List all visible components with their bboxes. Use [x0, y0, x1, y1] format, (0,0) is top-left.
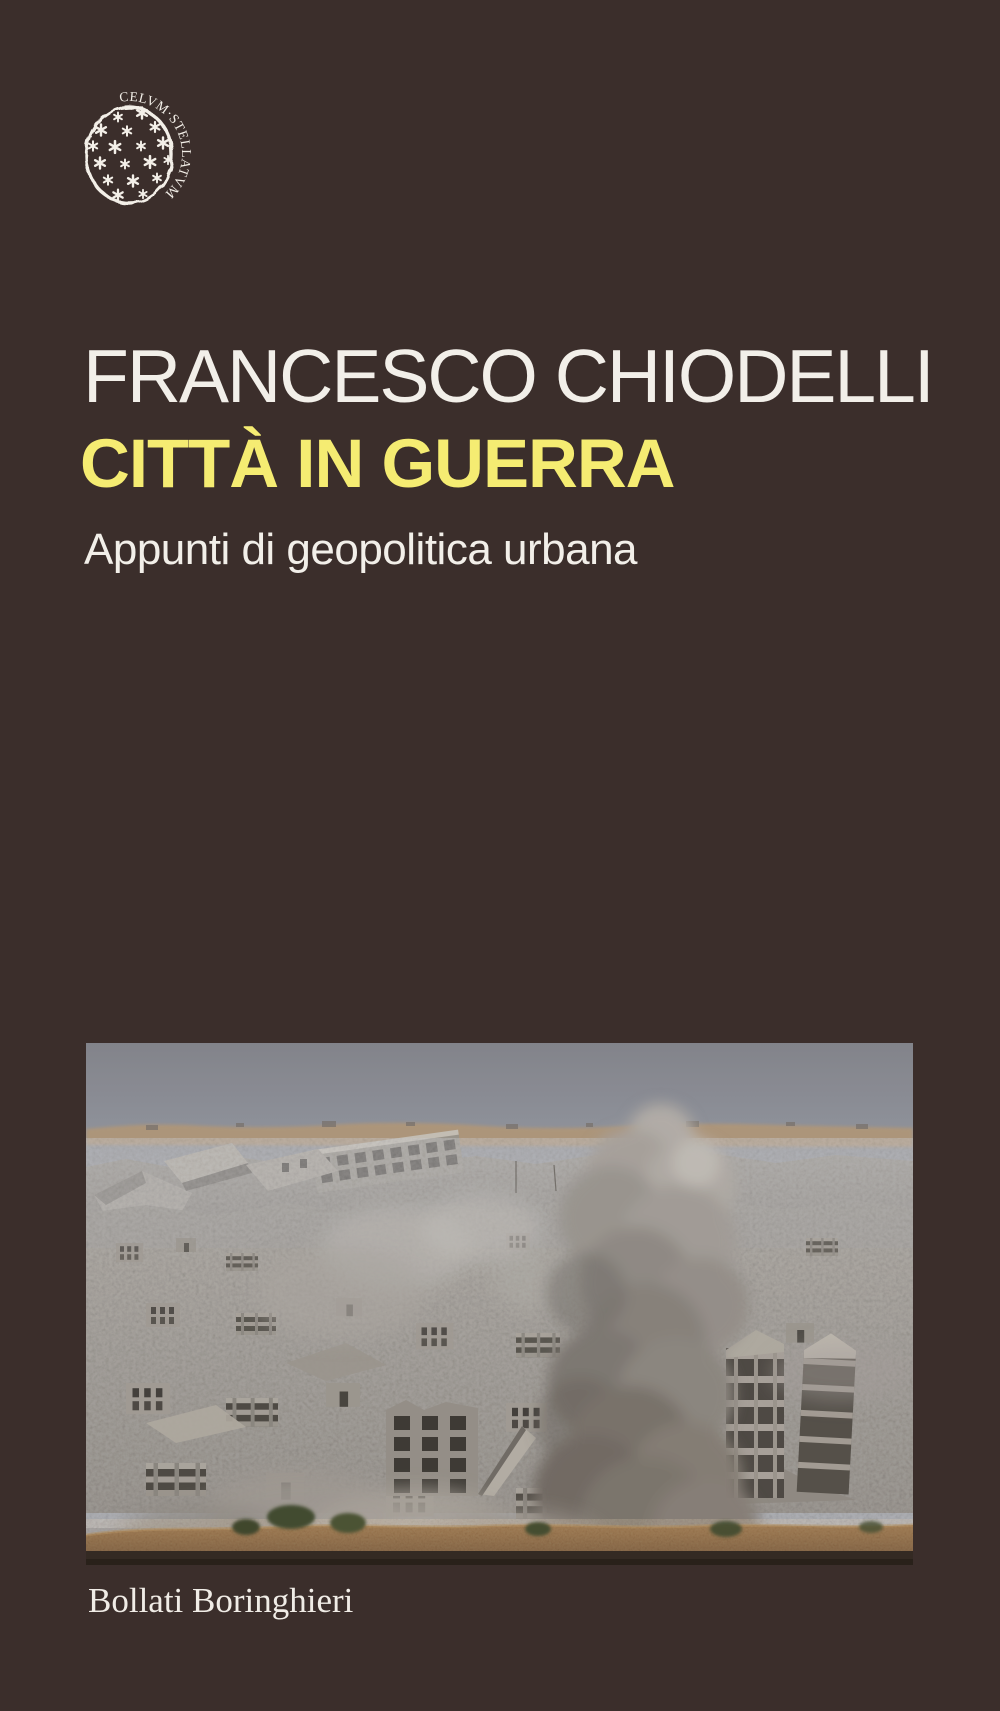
- publisher-name: Bollati Boringhieri: [88, 1581, 354, 1620]
- book-author: FRANCESCO CHIODELLI: [83, 334, 933, 418]
- publisher-logo: [50, 78, 230, 223]
- logo-circle: [86, 107, 172, 203]
- photo-tint: [86, 1043, 913, 1565]
- book-subtitle: Appunti di geopolitica urbana: [84, 525, 638, 574]
- war-ruins-illustration: [86, 1043, 913, 1565]
- logo-arc-text: CELVM·STELLATVM: [118, 88, 194, 202]
- book-title: CITTÀ IN GUERRA: [80, 425, 675, 502]
- war-ruins-photo: [86, 1043, 913, 1565]
